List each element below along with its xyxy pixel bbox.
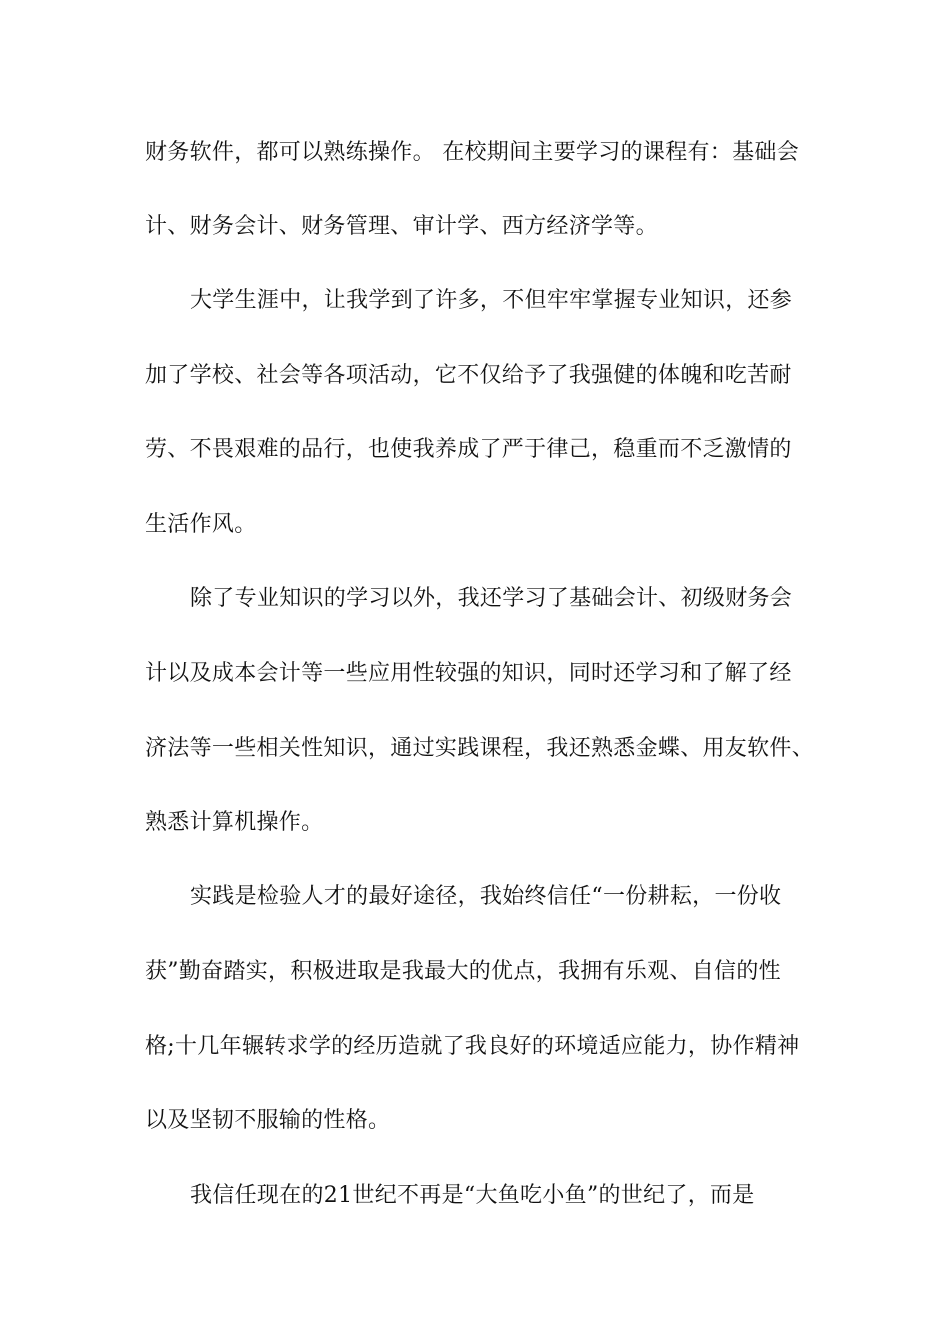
text-line: 生活作风。 [145,512,257,537]
text-line: 济法等一些相关性知识，通过实践课程，我还熟悉金蝶、用友软件、 [145,736,815,761]
text-line: 财务软件，都可以熟练操作。 在校期间主要学习的课程有：基础会 [145,140,799,165]
text-line: 格;十几年辗转求学的经历造就了我良好的环境适应能力，协作精神 [145,1034,800,1059]
text-line: 熟悉计算机操作。 [145,810,324,835]
text-line: 以及坚韧不服输的性格。 [145,1108,391,1133]
text-line: 计、财务会计、财务管理、审计学、西方经济学等。 [145,214,658,239]
text-line: 劳、不畏艰难的品行，也使我养成了严于律己，稳重而不乏激情的 [145,437,792,462]
paragraph-start-line: 实践是检验人才的最好途径，我始终信任“一份耕耘，一份收 [190,884,782,909]
text-line: 计以及成本会计等一些应用性较强的知识，同时还学习和了解了经 [145,661,792,686]
text-line: 加了学校、社会等各项活动，它不仅给予了我强健的体魄和吃苦耐 [145,363,792,388]
paragraph-start-line: 大学生涯中，让我学到了许多，不但牢牢掌握专业知识，还参 [190,288,793,313]
paragraph-start-line: 我信任现在的21世纪不再是“大鱼吃小鱼”的世纪了，而是 [190,1183,755,1208]
text-line: 获”勤奋踏实，积极进取是我最大的优点，我拥有乐观、自信的性 [145,959,781,984]
paragraph-start-line: 除了专业知识的学习以外，我还学习了基础会计、初级财务会 [190,586,793,611]
